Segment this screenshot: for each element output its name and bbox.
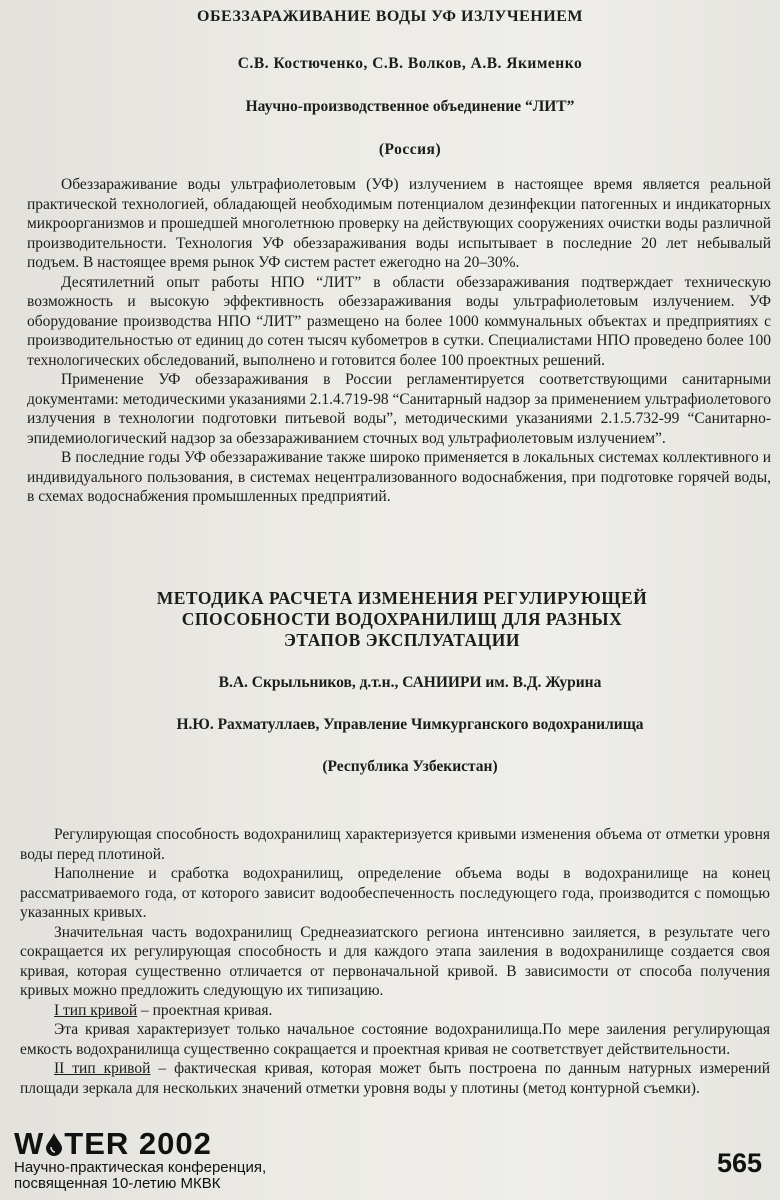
article1-title: ОБЕЗЗАРАЖИВАНИЕ ВОДЫ УФ ИЗЛУЧЕНИЕМ — [197, 8, 583, 25]
article2-paragraph: Эта кривая характеризует только начальное состояние водохранилища.По мере заиления регулирующая емкость водохранилища существенно сокращается и проектная кривая не соответствует действительности. — [20, 1021, 770, 1058]
article1-paragraph: Применение УФ обеззараживания в России регламентируется соответствующими санитарными документами: методическими указаниями 2.1.4.719-98 “Санитарный надзор за применением ультрафиолетового излучения в технологии подготовки питьевой воды”, методическими указаниями 2.1.5.732-99 “Санитарно-эпидемиологический надзор за обеззараживанием сточных вод ультрафиолетовым излучением”. — [27, 371, 771, 447]
type1-label: I тип кривой — [54, 1001, 138, 1019]
water-2002-logo — [14, 1126, 212, 1162]
article1-authors: С.В. Костюченко, С.В. Волков, А.В. Якименко — [237, 55, 583, 72]
page-number: 565 — [716, 1148, 762, 1178]
article1-body — [27, 175, 771, 507]
article2-author2: Н.Ю. Рахматуллаев, Управление Чимкурганского водохранилища — [176, 716, 644, 733]
logo-letter-w: W — [14, 1126, 45, 1161]
type2-label: II тип кривой — [54, 1060, 151, 1077]
article2-country: (Республика Узбекистан) — [322, 758, 498, 775]
footer-dedication-line: посвященная 10-летию МКВК — [14, 1175, 221, 1192]
article1-country: (Россия) — [378, 141, 442, 158]
type1-text: – проектная кривая. — [137, 1001, 273, 1019]
article2-title-line: СПОСОБНОСТИ ВОДОХРАНИЛИЩ ДЛЯ РАЗНЫХ — [181, 609, 623, 629]
article2-paragraph: Наполнение и сработка водохранилищ, определение объема воды в водохранилище на конец рассматриваемого года, от которого зависит водообеспеченность последующего года, производится с помощью указанных кривых. — [20, 865, 770, 921]
article2-paragraph: Значительная часть водохранилищ Среднеазиатского региона интенсивно заиляется, в результате чего сокращается их регулирующая способность и для каждого этапа заиления в водохранилище создается своя кривая, которая существенно отличается от первоначальной кривой. В зависимости от способа получения кривых можно предложить следующую их типизацию. — [20, 923, 770, 999]
article2-author1: В.А. Скрыльников, д.т.н., САНИИРИ им. В.Д. Журина — [218, 674, 602, 691]
article2-paragraph: Регулирующая способность водохранилищ характеризуется кривыми изменения объема от отметки уровня воды перед плотиной. — [20, 826, 770, 863]
article2-title-line: МЕТОДИКА РАСЧЕТА ИЗМЕНЕНИЯ РЕГУЛИРУЮЩЕЙ — [156, 588, 648, 608]
type2-paragraph — [20, 1059, 770, 1098]
article1-affiliation: Научно-производственное объединение “ЛИТ” — [245, 98, 575, 115]
water-drop-icon — [45, 1132, 63, 1156]
article2-title-line: ЭТАПОВ ЭКСПЛУАТАЦИИ — [284, 630, 520, 650]
type1-paragraph — [20, 1001, 770, 1021]
article2-body — [20, 825, 770, 1098]
type2-text: – фактическая кривая, которая может быть построена по данным натурных измерений площади зеркала для нескольких значений отметки уровня воды у плотины (метод контурной съемки). — [20, 1060, 770, 1097]
article2-title — [12, 588, 780, 651]
logo-text: TER 2002 — [64, 1126, 212, 1161]
article1-paragraph: В последние годы УФ обеззараживание также широко применяется в локальных системах коллективного и индивидуального пользования, в системах нецентрализованного водоснабжения, при подготовке горячей воды, в схемах водоснабжения промышленных предприятий. — [27, 449, 771, 505]
footer-conference-line: Научно-практическая конференция, — [14, 1159, 267, 1176]
article1-paragraph: Обеззараживание воды ультрафиолетовым (УФ) излучением в настоящее время является реальной практической технологией, обладающей необходимым потенциалом дезинфекции патогенных и индикаторных микроорганизмов и прошедшей многолетнюю проверку на действующих сооружениях очистки воды различной производительности. Технология УФ обеззараживания воды испытывает в последние 20 лет небывалый подъем. В настоящее время рынок УФ систем растет ежегодно на 20–30%. — [27, 176, 771, 271]
article1-paragraph: Десятилетний опыт работы НПО “ЛИТ” в области обеззараживания подтверждает техническую возможность и высокую эффективность обеззараживания воды ультрафиолетовым излучением. УФ оборудование производства НПО “ЛИТ” размещено на более 1000 коммунальных объектах и предприятиях с производительностью от единиц до сотен тысяч кубометров в сутки. Специалистами НПО проведено более 100 технологических обследований, выполнено и готовится более 100 проектных решений. — [27, 273, 771, 369]
